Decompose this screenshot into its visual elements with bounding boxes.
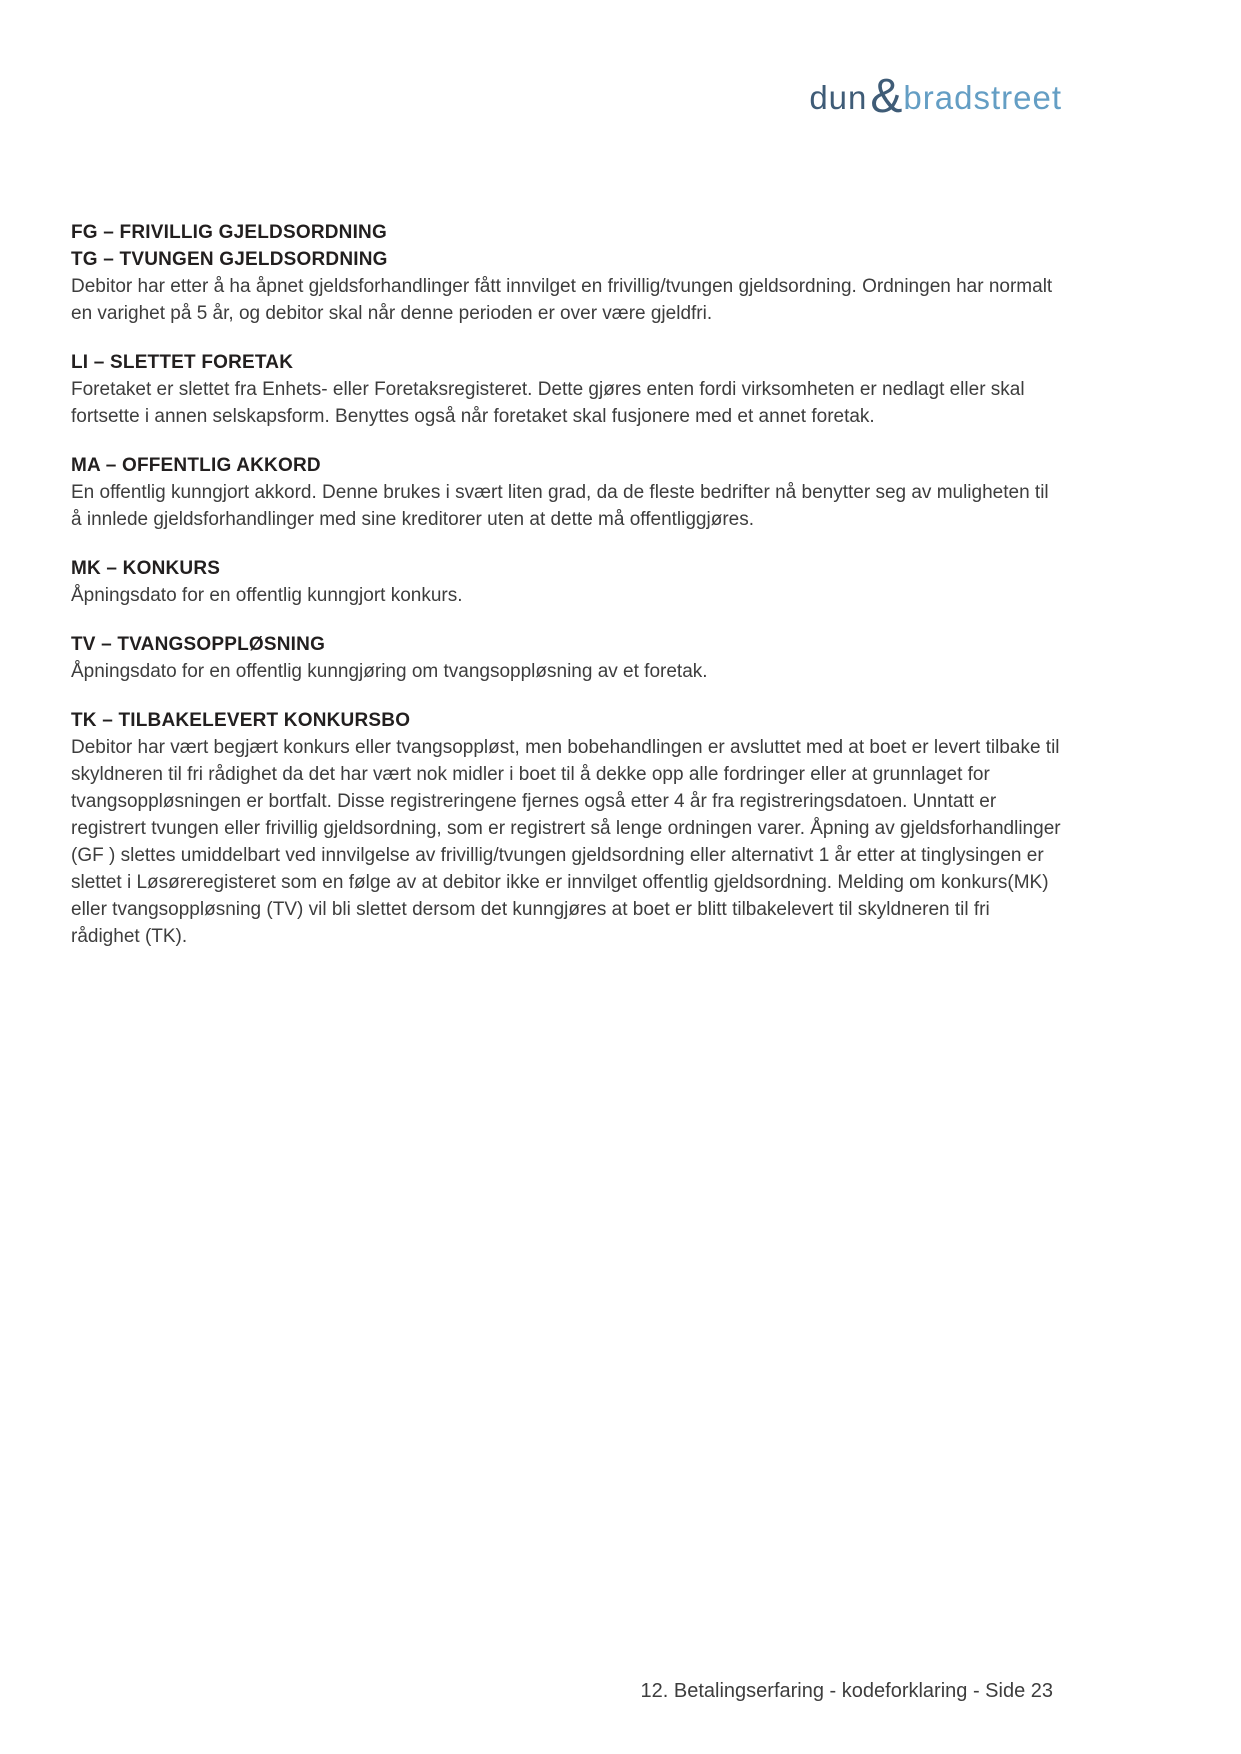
logo-bradstreet-text: bradstreet (903, 79, 1062, 116)
section-heading: TG – TVUNGEN GJELDSORDNING (71, 249, 388, 270)
section-fg-tg (71, 219, 1061, 327)
page-footer: 12. Betalingserfaring - kodeforklaring - Side 23 (640, 1680, 1053, 1702)
section-heading: MA – OFFENTLIG AKKORD (71, 455, 321, 476)
logo-dun-text: dun (809, 79, 868, 116)
page-content (71, 219, 1061, 972)
section-ma (71, 452, 1061, 533)
section-heading: MK – KONKURS (71, 558, 221, 579)
section-body: Debitor har etter å ha åpnet gjeldsforhandlinger fått innvilget en frivillig/tvungen gjeldsordning. Ordningen har normalt en varighet på 5 år, og debitor skal når denne perioden er over være gjeldfri. (71, 276, 1053, 324)
section-tk (71, 707, 1061, 950)
section-heading: FG – FRIVILLIG GJELDSORDNING (71, 222, 387, 243)
section-li (71, 349, 1061, 430)
section-body: Debitor har vært begjært konkurs eller tvangsoppløst, men bobehandlingen er avsluttet med at boet er levert tilbake til skyldneren til fri rådighet da det har vært nok midler i boet til å dekke opp alle fordringer eller at grunnlaget for tvangsoppløsningen er bortfalt. Disse registreringene fjernes også etter 4 år fra registreringsdatoen. Unntatt er registrert tvungen eller frivillig gjeldsordning, som er registrert så lenge ordningen varer. Åpning av gjeldsforhandlinger (GF ) slettes umiddelbart ved innvilgelse av frivillig/tvungen gjeldsordning eller alternativt 1 år etter at tinglysingen er slettet i Løsøreregisteret som en følge av at debitor ikke er innvilget offentlig gjeldsordning. Melding om konkurs(MK) eller tvangsoppløsning (TV) vil bli slettet dersom det kunngjøres at boet er blitt tilbakelevert til skyldneren til fri rådighet (TK). (71, 737, 1061, 947)
section-body: Åpningsdato for en offentlig kunngjort konkurs. (71, 585, 463, 606)
section-body: Åpningsdato for en offentlig kunngjøring om tvangsoppløsning av et foretak. (71, 661, 708, 682)
dun-bradstreet-logo (809, 70, 1062, 123)
logo-ampersand-icon: & (870, 70, 903, 123)
section-heading: TK – TILBAKELEVERT KONKURSBO (71, 710, 411, 731)
section-heading: LI – SLETTET FORETAK (71, 352, 294, 373)
section-body: En offentlig kunngjort akkord. Denne brukes i svært liten grad, da de fleste bedrifter nå benytter seg av muligheten til å innlede gjeldsforhandlinger med sine kreditorer uten at dette må offentliggjøres. (71, 482, 1049, 530)
section-body: Foretaket er slettet fra Enhets- eller Foretaksregisteret. Dette gjøres enten fordi virksomheten er nedlagt eller skal fortsette i annen selskapsform. Benyttes også når foretaket skal fusjonere med et annet foretak. (71, 379, 1025, 427)
section-mk (71, 555, 1061, 609)
section-heading: TV – TVANGSOPPLØSNING (71, 634, 326, 655)
section-tv (71, 631, 1061, 685)
